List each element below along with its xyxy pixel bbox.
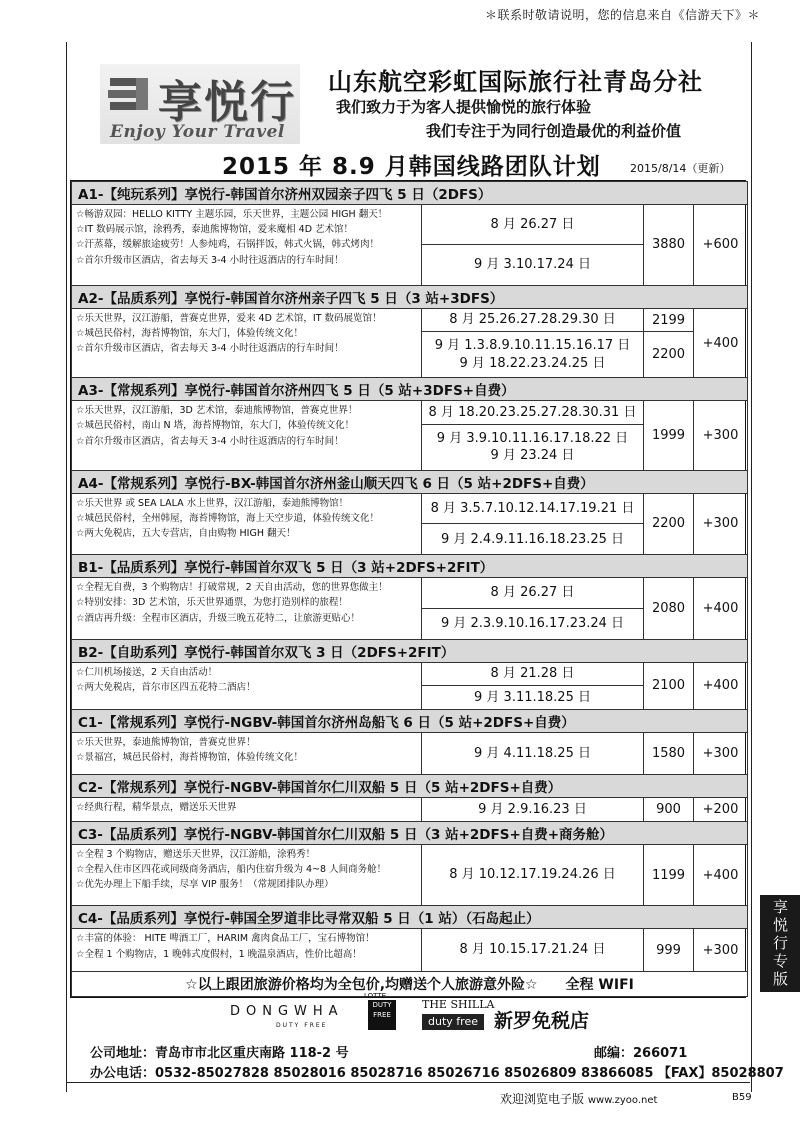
feature-line: ☆乐天世界，汉江游船，普赛克世界，爱来 4D 艺术馆，IT 数码展览馆！ bbox=[76, 312, 382, 324]
office-phone: 办公电话：0532-85027828 85028016 85028716 85026716 85026809 83866085 【FAX】85028807 bbox=[90, 1066, 784, 1081]
lotte-box-text: DUTY FREE bbox=[372, 1001, 392, 1019]
feature-line: ☆全程无自费，3 个购物店！打破常规，2 天自由活动，您的世界您做主！ bbox=[76, 582, 388, 594]
feature-line: ☆两大免税店，首尔市区四五花特二酒店！ bbox=[76, 682, 256, 694]
feature-line: ☆首尔升级市区酒店，省去每天 3-4 小时往返酒店的行车时间！ bbox=[76, 254, 344, 266]
price: 2100 bbox=[644, 662, 694, 709]
feature-line: ☆酒店再升级：全程市区酒店，升级三晚五花特二，让旅游更贴心！ bbox=[76, 612, 361, 624]
departure-dates: 9 月 4.11.18.25 日 bbox=[422, 732, 644, 774]
extra-fee: +300 bbox=[694, 732, 748, 774]
feature-line: ☆城邑民俗村，海苔博物馆，东大门，体验传统文化！ bbox=[76, 328, 304, 340]
brand-logo bbox=[100, 64, 300, 144]
header bbox=[66, 60, 750, 180]
package-title: A1-【纯玩系列】享悦行-韩国首尔济州双园亲子四飞 5 日（2DFS） bbox=[72, 182, 748, 205]
postal-code: 邮编：266071 bbox=[594, 1046, 688, 1061]
package-title: C1-【常规系列】享悦行-NGBV-韩国首尔济州岛船飞 6 日（5 站+2DFS+自费） bbox=[72, 709, 748, 732]
page-number: B59 bbox=[732, 1092, 752, 1103]
price: 2200 bbox=[644, 493, 694, 555]
package-title: C2-【常规系列】享悦行-NGBV-韩国首尔仁川双船 5 日（5 站+2DFS+自费） bbox=[72, 775, 748, 798]
departure-dates: 8 月 25.26.27.28.29.30 日 bbox=[422, 308, 644, 332]
price: 2080 bbox=[644, 578, 694, 640]
website-link[interactable]: www.zyoo.net bbox=[587, 1095, 658, 1106]
departure-dates: 9 月 2.3.9.10.16.17.23.24 日 bbox=[422, 609, 644, 640]
extra-fee: +300 bbox=[694, 929, 748, 972]
feature-line: ☆两大免税店，五大专营店，自由购物 HIGH 翻天！ bbox=[76, 527, 296, 539]
browse-note bbox=[500, 1090, 657, 1107]
price: 2199 bbox=[644, 308, 694, 332]
package-title: A3-【常规系列】享悦行-韩国首尔济州四飞 5 日（5 站+3DFS+自费） bbox=[72, 378, 748, 401]
package-features bbox=[72, 578, 422, 640]
departure-dates: 8 月 10.12.17.19.24.26 日 bbox=[422, 844, 644, 906]
extra-fee: +400 bbox=[694, 578, 748, 640]
departure-dates: 9 月 1.3.8.9.10.11.15.16.17 日 9 月 18.22.23.24.25 日 bbox=[422, 332, 644, 378]
feature-line: ☆汗蒸幕，缓解旅途疲劳！人参炖鸡，石锅拌饭，韩式火锅，韩式烤肉！ bbox=[76, 239, 380, 251]
feature-line: ☆优先办理上下船手续，尽享 VIP 服务！（常规团排队办理） bbox=[76, 879, 334, 891]
package-features bbox=[72, 662, 422, 709]
feature-line: ☆城邑民俗村，南山 N 塔，海苔博物馆，东大门，体验传统文化！ bbox=[76, 420, 355, 432]
price: 1999 bbox=[644, 401, 694, 470]
price: 3880 bbox=[644, 205, 694, 286]
lotte-logo-text: LOTTE bbox=[364, 992, 387, 1000]
package-title: B2-【自助系列】享悦行-韩国首尔双飞 3 日（2DFS+2FIT） bbox=[72, 639, 748, 662]
package-features bbox=[72, 844, 422, 906]
feature-line: ☆全程入住市区四花或同级商务酒店，船内住宿升级为 4~8 人间商务舱！ bbox=[76, 863, 387, 875]
feature-line: ☆乐天世界 或 SEA LALA 水上世界，汉江游船，泰迪熊博物馆！ bbox=[76, 497, 349, 509]
feature-line: ☆首尔升级市区酒店，省去每天 3-4 小时往返酒店的行车时间！ bbox=[76, 343, 344, 355]
shilla-chinese: 新罗免税店 bbox=[494, 1010, 590, 1032]
update-date: 2015/8/14（更新） bbox=[630, 162, 731, 175]
slogan-1: 我们致力于为客人提供愉悦的旅行体验 bbox=[336, 98, 592, 116]
bottom-divider bbox=[66, 1082, 750, 1083]
feature-line: ☆丰富的体验： HITE 啤酒工厂，HARIM 禽肉食品工厂，宝石博物馆！ bbox=[76, 933, 375, 945]
package-features bbox=[72, 205, 422, 286]
package-features bbox=[72, 929, 422, 972]
feature-line: ☆城邑民俗村，全州韩屋，海苔博物馆，海上天空步道，体验传统文化！ bbox=[76, 512, 380, 524]
package-title: C3-【品质系列】享悦行-NGBV-韩国首尔仁川双船 5 日（3 站+2DFS+自费+商务舱） bbox=[72, 821, 748, 844]
lotte-logo bbox=[368, 1000, 396, 1030]
feature-line: ☆乐天世界，泰迪熊博物馆，普赛克世界！ bbox=[76, 736, 256, 748]
departure-dates: 9 月 3.10.17.24 日 bbox=[422, 245, 644, 285]
feature-line: ☆全程 1 个购物店，1 晚韩式度假村，1 晚温泉酒店，性价比超高！ bbox=[76, 948, 362, 960]
package-title: C4-【品质系列】享悦行-韩国全罗道非比寻常双船 5 日（1 站）（石岛起止） bbox=[72, 906, 748, 929]
feature-line: ☆IT 数码展示馆，涂鸦秀，泰迪熊博物馆，爱来魔相 4D 艺术馆！ bbox=[76, 224, 354, 236]
company-name: 山东航空彩虹国际旅行社青岛分社 bbox=[328, 68, 703, 96]
extra-fee: +200 bbox=[694, 798, 748, 822]
departure-dates: 9 月 2.4.9.11.16.18.23.25 日 bbox=[422, 524, 644, 555]
price: 1199 bbox=[644, 844, 694, 906]
extra-fee: +400 bbox=[694, 662, 748, 709]
departure-dates: 8 月 26.27 日 bbox=[422, 578, 644, 609]
price-note: ☆以上跟团旅游价格均为全包价,均赠送个人旅游意外险☆ 全程 WIFI bbox=[72, 972, 748, 997]
slogan-2: 我们专注于为同行创造最优的利益价值 bbox=[426, 122, 682, 140]
feature-line: ☆乐天世界，汉江游船，3D 艺术馆，泰迪熊博物馆，普赛克世界！ bbox=[76, 405, 358, 417]
departure-dates: 8 月 3.5.7.10.12.14.17.19.21 日 bbox=[422, 493, 644, 524]
dongwha-logo: DONGWHA bbox=[230, 1004, 344, 1019]
feature-line: ☆全程 3 个购物店，赠送乐天世界，汉江游船，涂鸦秀！ bbox=[76, 848, 316, 860]
departure-dates: 8 月 18.20.23.25.27.28.30.31 日 bbox=[422, 401, 644, 425]
side-tab: 享悦行专版 bbox=[760, 895, 800, 992]
partner-logos bbox=[66, 992, 750, 1036]
extra-fee: +300 bbox=[694, 401, 748, 470]
departure-dates: 9 月 3.11.18.25 日 bbox=[422, 686, 644, 710]
price: 999 bbox=[644, 929, 694, 972]
extra-fee: +300 bbox=[694, 493, 748, 555]
feature-line: ☆畅游双园：HELLO KITTY 主题乐园，乐天世界，主题公园 HIGH 翻天！ bbox=[76, 209, 388, 220]
departure-dates: 9 月 3.9.10.11.16.17.18.22 日 9 月 23.24 日 bbox=[422, 424, 644, 470]
departure-dates: 8 月 21.28 日 bbox=[422, 662, 644, 686]
logo-chinese: 享悦行 bbox=[158, 77, 296, 128]
logo-english: Enjoy Your Travel bbox=[110, 122, 285, 142]
shilla-logo-text: THE SHILLA bbox=[422, 998, 495, 1011]
extra-fee: +400 bbox=[694, 308, 748, 377]
feature-line: ☆特别安排：3D 艺术馆，乐天世界通票，为您打造别样的旅程！ bbox=[76, 597, 348, 609]
feature-line: ☆首尔升级市区酒店，省去每天 3-4 小时往返酒店的行车时间！ bbox=[76, 435, 344, 447]
shilla-box: duty free bbox=[422, 1014, 484, 1030]
package-features bbox=[72, 798, 422, 822]
feature-line: ☆仁川机场接送，2 天自由活动！ bbox=[76, 666, 218, 678]
package-features bbox=[72, 493, 422, 555]
price: 1580 bbox=[644, 732, 694, 774]
price: 2200 bbox=[644, 332, 694, 378]
browse-text: 欢迎浏览电子版 bbox=[500, 1092, 585, 1106]
extra-fee: +600 bbox=[694, 205, 748, 286]
departure-dates: 8 月 26.27 日 bbox=[422, 205, 644, 245]
package-features bbox=[72, 308, 422, 377]
package-title: A2-【品质系列】享悦行-韩国首尔济州亲子四飞 5 日（3 站+3DFS） bbox=[72, 285, 748, 308]
extra-fee: +400 bbox=[694, 844, 748, 906]
feature-line: ☆景福宫，城邑民俗村，海苔博物馆，体验传统文化！ bbox=[76, 752, 304, 764]
departure-dates: 8 月 10.15.17.21.24 日 bbox=[422, 929, 644, 972]
package-title: A4-【常规系列】享悦行-BX-韩国首尔济州釜山顺天四飞 6 日（5 站+2DFS+自费） bbox=[72, 470, 748, 493]
departure-dates: 9 月 2.9.16.23 日 bbox=[422, 798, 644, 822]
company-address: 公司地址：青岛市市北区重庆南路 118-2 号 bbox=[90, 1046, 349, 1061]
page-title: 2015 年 8.9 月韩国线路团队计划 bbox=[222, 154, 601, 180]
package-features bbox=[72, 401, 422, 470]
price: 900 bbox=[644, 798, 694, 822]
logo-stack-icon bbox=[106, 72, 154, 120]
feature-line: ☆经典行程，精华景点，赠送乐天世界 bbox=[76, 802, 237, 814]
source-note: ＊联系时敬请说明，您的信息来自《信游天下》＊ bbox=[484, 8, 760, 22]
dongwha-sub: DUTY FREE bbox=[276, 1022, 328, 1029]
package-title: B1-【品质系列】享悦行-韩国首尔双飞 5 日（3 站+2DFS+2FIT） bbox=[72, 555, 748, 578]
package-features bbox=[72, 732, 422, 774]
tour-table bbox=[70, 180, 746, 998]
